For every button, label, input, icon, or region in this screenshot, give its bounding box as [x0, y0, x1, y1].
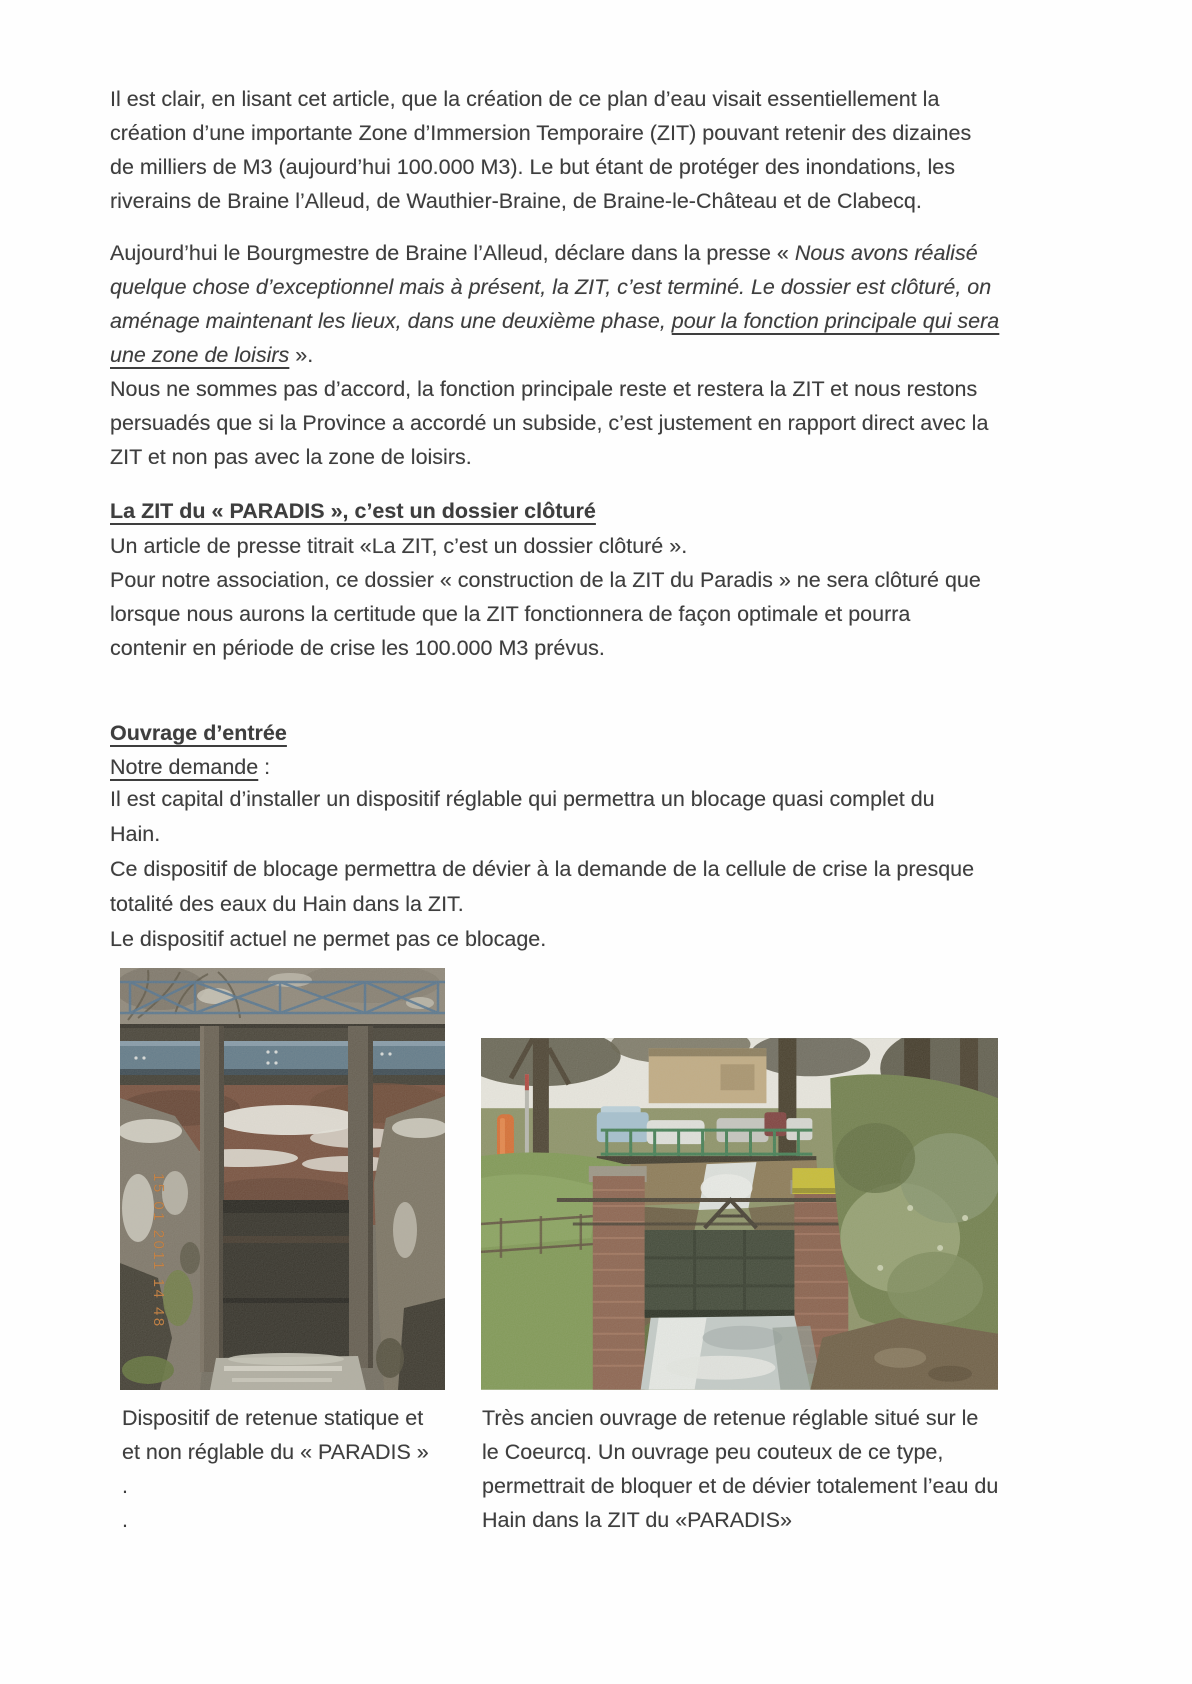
section-ouvrage-heading	[110, 716, 1095, 750]
paragraph-quote	[110, 236, 1095, 474]
text-line: Il est clair, en lisant cet article, que la création de ce plan d’eau visait essentiellement la	[110, 87, 940, 111]
section-ouvrage-paragraph	[110, 782, 1095, 957]
text-line: persuadés que si la Province a accordé un subside, c’est justement en rapport direct avec la	[110, 411, 989, 435]
section-dossier-line1	[110, 529, 1095, 563]
photo-timestamp: 15 01 2011 14 48	[150, 1173, 167, 1329]
text-line: Ce dispositif de blocage permettra de dévier à la demande de la cellule de crise la presque	[110, 857, 975, 881]
text-line	[110, 236, 1095, 270]
quote-lead: Aujourd’hui le Bourgmestre de Braine l’Alleud, déclare dans la presse «	[110, 241, 795, 265]
quote-italic: Nous avons réalisé	[794, 241, 978, 265]
caption-line: .	[122, 1474, 128, 1498]
quote-italic: aménage maintenant les lieux, dans une deuxième phase,	[110, 309, 672, 333]
text-line: Il est capital d’installer un dispositif réglable qui permettra un blocage quasi complet du	[110, 787, 935, 811]
text-line: Nous ne sommes pas d’accord, la fonction principale reste et restera la ZIT et nous restons	[110, 377, 978, 401]
right-photo-adjustable-retention-structure	[481, 1038, 998, 1390]
quote-underlined: pour la fonction principale qui sera	[671, 309, 1000, 333]
text-line: création d’une importante Zone d’Immersion Temporaire (ZIT) pouvant retenir des dizaines	[110, 121, 972, 145]
section-heading: La ZIT du « PARADIS », c’est un dossier clôturé	[110, 499, 596, 523]
left-photo-caption	[122, 1401, 472, 1537]
text-line: Hain.	[110, 822, 161, 846]
text-line: contenir en période de crise les 100.000 M3 prévus.	[110, 636, 605, 660]
section-ouvrage-subheading	[110, 750, 1095, 784]
text-line: Pour notre association, ce dossier « construction de la ZIT du Paradis » ne sera clôturé que	[110, 568, 981, 592]
left-photo-static-retention-device	[120, 968, 445, 1390]
section-dossier-heading	[110, 494, 1095, 528]
text-line: ZIT et non pas avec la zone de loisirs.	[110, 445, 472, 469]
caption-line: Hain dans la ZIT du «PARADIS»	[482, 1508, 792, 1532]
quote-underlined: une zone de loisirs	[110, 343, 290, 367]
text-line: quelque chose d’exceptionnel mais à présent, la ZIT, c’est terminé. Le dossier est clôturé, on	[110, 275, 992, 299]
text-line	[110, 304, 1095, 338]
caption-line: le Coeurcq. Un ouvrage peu couteux de ce type,	[482, 1440, 944, 1464]
text-line	[110, 338, 1095, 372]
text-line: totalité des eaux du Hain dans la ZIT.	[110, 892, 464, 916]
text-line: Un article de presse titrait «La ZIT, c’est un dossier clôturé ».	[110, 534, 688, 558]
caption-line: .	[122, 1508, 128, 1532]
text-line: de milliers de M3 (aujourd’hui 100.000 M3). Le but étant de protéger des inondations, les	[110, 155, 955, 179]
caption-line: et non réglable du « PARADIS »	[122, 1440, 429, 1464]
caption-line: Dispositif de retenue statique et	[122, 1406, 424, 1430]
subheading-underlined: Notre demande	[110, 755, 259, 779]
caption-line: Très ancien ouvrage de retenue réglable situé sur le	[482, 1406, 979, 1430]
quote-close: ».	[289, 343, 314, 367]
text-line: riverains de Braine l’Alleud, de Wauthier-Braine, de Braine-le-Château et de Clabecq.	[110, 189, 922, 213]
text-line	[110, 750, 1095, 784]
subheading-colon: :	[258, 755, 271, 779]
right-photo-caption	[482, 1401, 1082, 1537]
paragraph-intro	[110, 82, 1095, 218]
text-line: Le dispositif actuel ne permet pas ce blocage.	[110, 927, 547, 951]
text-line: lorsque nous aurons la certitude que la ZIT fonctionnera de façon optimale et pourra	[110, 602, 911, 626]
caption-line: permettrait de bloquer et de dévier totalement l’eau du	[482, 1474, 999, 1498]
section-heading: Ouvrage d’entrée	[110, 721, 287, 745]
section-dossier-paragraph	[110, 563, 1095, 665]
